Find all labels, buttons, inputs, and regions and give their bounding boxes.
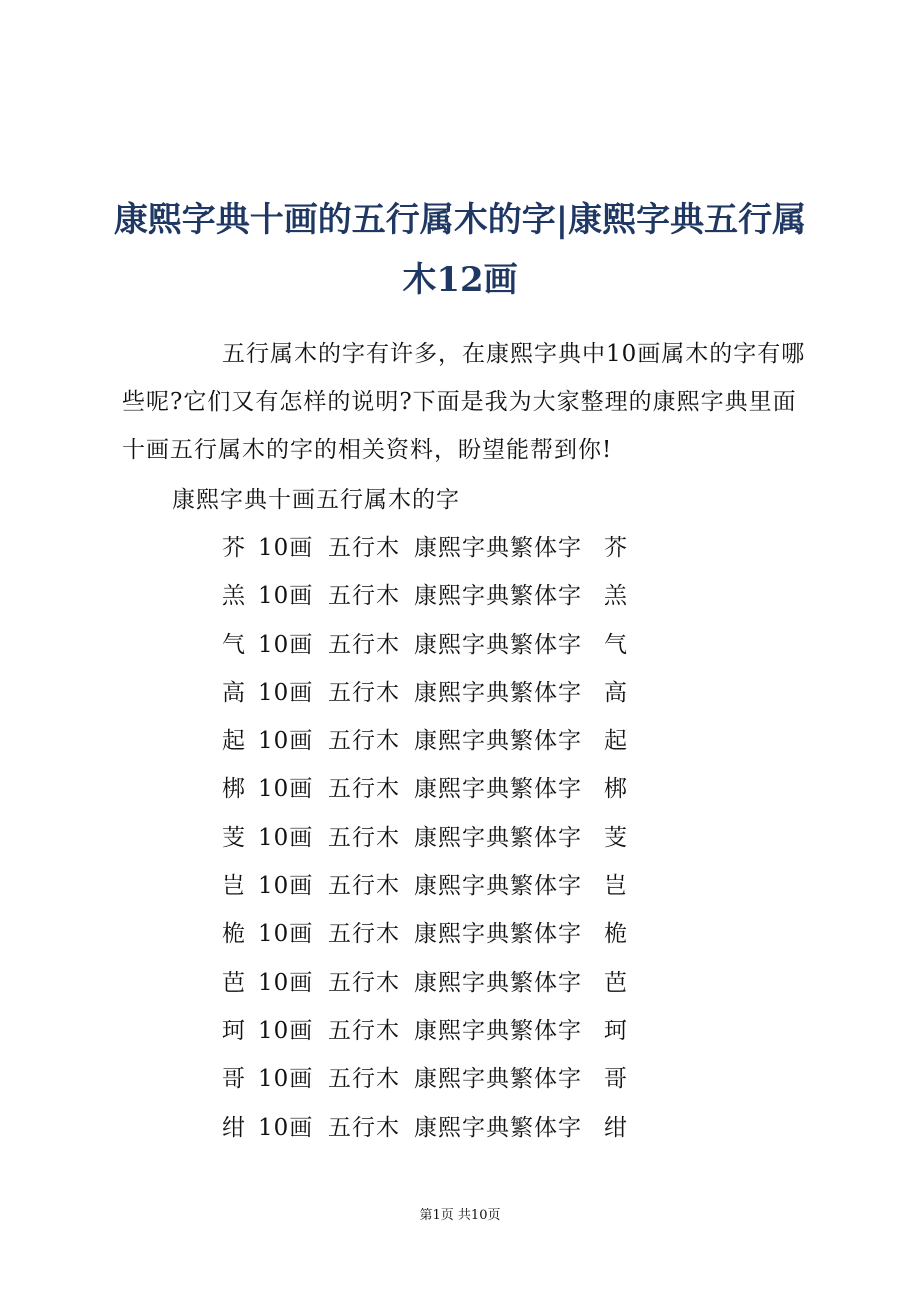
entry-strokes: 10画 [258, 1066, 314, 1093]
entry-char: 芰 [222, 824, 246, 851]
entry-traditional: 梆 [604, 776, 628, 803]
entry-element: 五行木 [328, 535, 400, 561]
entry-traditional: 起 [604, 728, 628, 755]
entry-traditional: 桅 [604, 921, 628, 948]
entry-element: 五行木 [328, 679, 400, 706]
entry-traditional: 芭 [604, 969, 628, 996]
list-item [222, 1007, 628, 1055]
entry-element: 五行木 [328, 583, 400, 610]
entry-label: 康熙字典繁体字 [414, 728, 582, 755]
list-item [222, 862, 628, 910]
entry-element: 五行木 [328, 631, 400, 658]
entry-char: 起 [222, 728, 246, 755]
entry-char: 梆 [222, 776, 246, 803]
entry-strokes: 10画 [258, 535, 314, 561]
entry-label: 康熙字典繁体字 [414, 969, 582, 996]
entry-strokes: 10画 [258, 631, 314, 658]
entry-char: 岂 [222, 873, 246, 900]
entry-label: 康熙字典繁体字 [414, 776, 582, 803]
list-item [222, 572, 628, 620]
list-item [222, 910, 628, 958]
entry-element: 五行木 [328, 1114, 400, 1141]
entry-traditional: 气 [604, 631, 628, 658]
list-item [222, 1104, 628, 1152]
entry-label: 康熙字典繁体字 [414, 1017, 582, 1044]
entry-label: 康熙字典繁体字 [414, 1114, 582, 1141]
entry-label: 康熙字典繁体字 [414, 921, 582, 948]
entry-element: 五行木 [328, 728, 400, 755]
document-title: 康熙字典十画的五行属木的字|康熙字典五行属木12画 [113, 200, 807, 300]
list-item [222, 524, 628, 572]
entry-char: 气 [222, 631, 246, 658]
entry-element: 五行木 [328, 969, 400, 996]
list-item [222, 814, 628, 862]
entry-char: 绀 [222, 1114, 246, 1141]
section-heading: 康熙字典十画五行属木的字 [172, 487, 460, 513]
entry-label: 康熙字典繁体字 [414, 583, 582, 610]
entry-element: 五行木 [328, 921, 400, 948]
entry-traditional: 高 [604, 679, 628, 706]
entry-traditional: 岂 [604, 873, 628, 900]
entry-element: 五行木 [328, 824, 400, 851]
entry-traditional: 芥 [604, 535, 628, 561]
entry-traditional: 绀 [604, 1114, 628, 1141]
entry-strokes: 10画 [258, 969, 314, 996]
entry-char: 桅 [222, 921, 246, 948]
entry-strokes: 10画 [258, 921, 314, 948]
entry-label: 康熙字典繁体字 [414, 873, 582, 900]
entry-strokes: 10画 [258, 679, 314, 706]
entry-label: 康熙字典繁体字 [414, 824, 582, 851]
entry-traditional: 珂 [604, 1017, 628, 1044]
entry-element: 五行木 [328, 776, 400, 803]
entry-char: 哥 [222, 1066, 246, 1093]
intro-paragraph: 五行属木的字有许多，在康熙字典中10画属木的字有哪些呢?它们又有怎样的说明?下面是我为大家整理的康熙字典里面十画五行属木的字的相关资料，盼望能帮到你! [122, 341, 806, 463]
entry-strokes: 10画 [258, 873, 314, 900]
list-item [222, 959, 628, 1007]
entry-char: 珂 [222, 1017, 246, 1044]
entry-element: 五行木 [328, 1066, 400, 1093]
page-footer: 第1页 共10页 [419, 1208, 501, 1223]
entry-label: 康熙字典繁体字 [414, 1066, 582, 1093]
entry-char: 芭 [222, 969, 246, 996]
entry-strokes: 10画 [258, 1114, 314, 1141]
entry-strokes: 10画 [258, 728, 314, 755]
entry-char: 芥 [222, 535, 246, 561]
entry-strokes: 10画 [258, 824, 314, 851]
list-item [222, 669, 628, 717]
list-item [222, 765, 628, 813]
entry-strokes: 10画 [258, 776, 314, 803]
entry-label: 康熙字典繁体字 [414, 535, 582, 561]
list-item [222, 621, 628, 669]
entry-char: 高 [222, 679, 246, 706]
entry-strokes: 10画 [258, 583, 314, 610]
entry-element: 五行木 [328, 1017, 400, 1044]
entry-element: 五行木 [328, 873, 400, 900]
character-list [222, 524, 628, 1152]
entry-traditional: 羔 [604, 583, 628, 610]
entry-strokes: 10画 [258, 1017, 314, 1044]
entry-char: 羔 [222, 583, 246, 610]
list-item [222, 717, 628, 765]
entry-label: 康熙字典繁体字 [414, 679, 582, 706]
entry-label: 康熙字典繁体字 [414, 631, 582, 658]
list-item [222, 1055, 628, 1103]
entry-traditional: 哥 [604, 1066, 628, 1093]
entry-traditional: 芰 [604, 824, 628, 851]
